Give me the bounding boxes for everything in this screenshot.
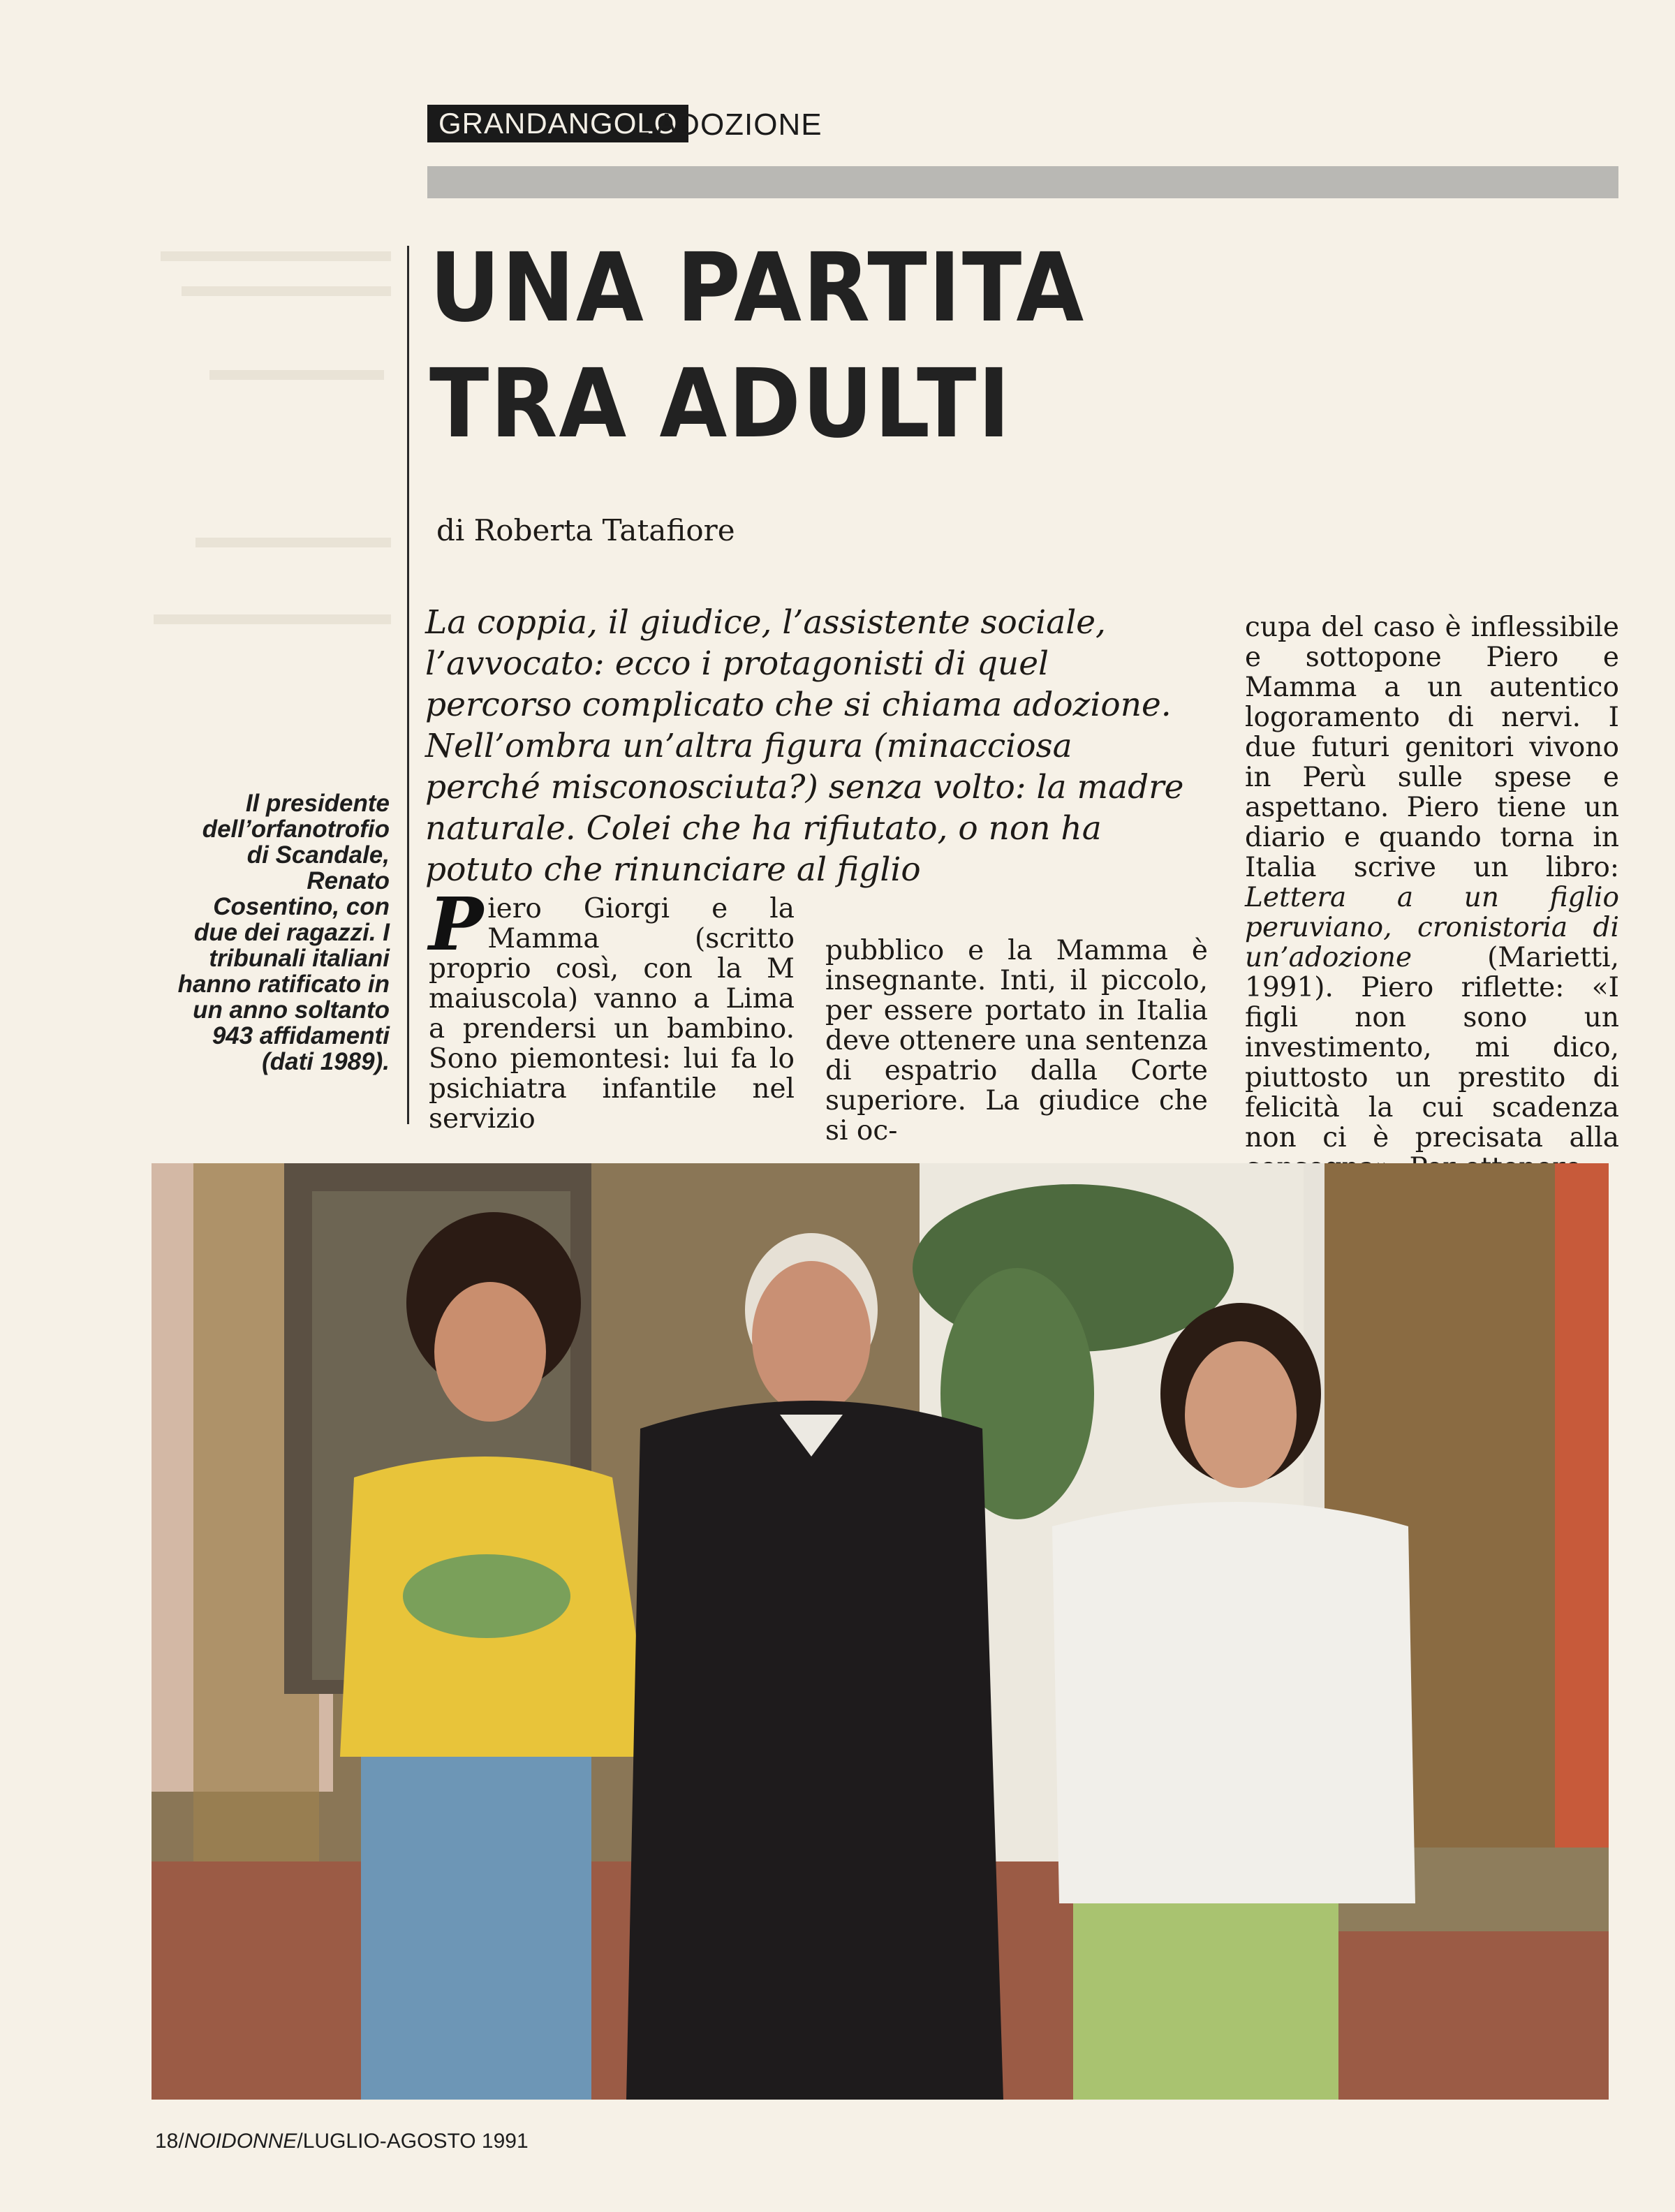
body-column-3 bbox=[1245, 612, 1619, 1183]
article-photo bbox=[152, 1163, 1609, 2100]
drop-cap: P bbox=[429, 881, 484, 967]
book-title: Lettera a un figlio peruviano, cronistoria di un’adozione bbox=[1245, 882, 1619, 973]
page-folio bbox=[155, 2130, 529, 2153]
magazine-name: NOIDONNE bbox=[184, 2130, 297, 2153]
body-text-col3-b: (Marietti, 1991). Piero riflette: «I figli non sono un investimento, mi dico, piuttosto un prestito di felicità la cui scadenza non ci è precisata alla bbox=[1245, 942, 1619, 1153]
photo-illustration bbox=[152, 1163, 1609, 2100]
header-rule bbox=[427, 166, 1618, 198]
column-divider bbox=[407, 246, 409, 1124]
headline-line-1: UNA PARTITA bbox=[429, 233, 1086, 344]
section-topic: L’ADOZIONE bbox=[633, 108, 822, 142]
standfirst: La coppia, il giudice, l’assistente sociale, l’avvocato: ecco i protagonisti di quel percorso complicato che si chiama adozione. Nell’ombra un’altra figura (minacciosa perché misconosciuta?) senza volto: la madre naturale. Colei che ha rifiutato, o non ha potuto che rinunciare al figlio bbox=[425, 603, 1184, 889]
section-tag: GRANDANGOLO bbox=[427, 105, 688, 142]
show-through-mark bbox=[182, 286, 391, 296]
byline: di Roberta Tatafiore bbox=[436, 513, 735, 547]
headline bbox=[429, 230, 1200, 462]
body-text-col2: pubblico e la Mamma è insegnante. Inti, il piccolo, per essere portato in Italia deve ottenere una sentenza di espatrio dalla Corte superiore. La giudice che si oc- bbox=[825, 935, 1208, 1146]
body-text-col1: iero Giorgi e la Mamma (scritto proprio così, con la M maiuscola) vanno a Lima a prendersi un bambino. Sono piemontesi: lui fa lo psichiatra infantile nel servizio bbox=[429, 893, 795, 1135]
photo-caption: Il presidente dell’orfanotrofio di Scandale, Renato Cosentino, con due dei ragazzi. I tribunali italiani hanno ratificato in un anno soltanto 943 affidamenti (dati 1989). bbox=[177, 790, 390, 1075]
show-through-mark bbox=[161, 251, 391, 261]
show-through-mark bbox=[154, 614, 391, 624]
body-column-1 bbox=[429, 881, 795, 1135]
issue-date: /LUGLIO-AGOSTO 1991 bbox=[297, 2130, 529, 2153]
page-number: 18/ bbox=[155, 2130, 184, 2153]
body-column-2 bbox=[825, 936, 1208, 1146]
show-through-mark bbox=[209, 370, 384, 380]
body-text-col3-a: cupa del caso è inflessibile e sottopone Piero e Mamma a un autentico logoramento di nervi. I due futuri genitori vivono in Perù sulle spese e aspettano. Piero tiene un diario e quando torna in Italia scrive un libro: bbox=[1245, 612, 1619, 883]
show-through-mark bbox=[195, 538, 391, 547]
headline-line-2: TRA ADULTI bbox=[429, 349, 1012, 459]
